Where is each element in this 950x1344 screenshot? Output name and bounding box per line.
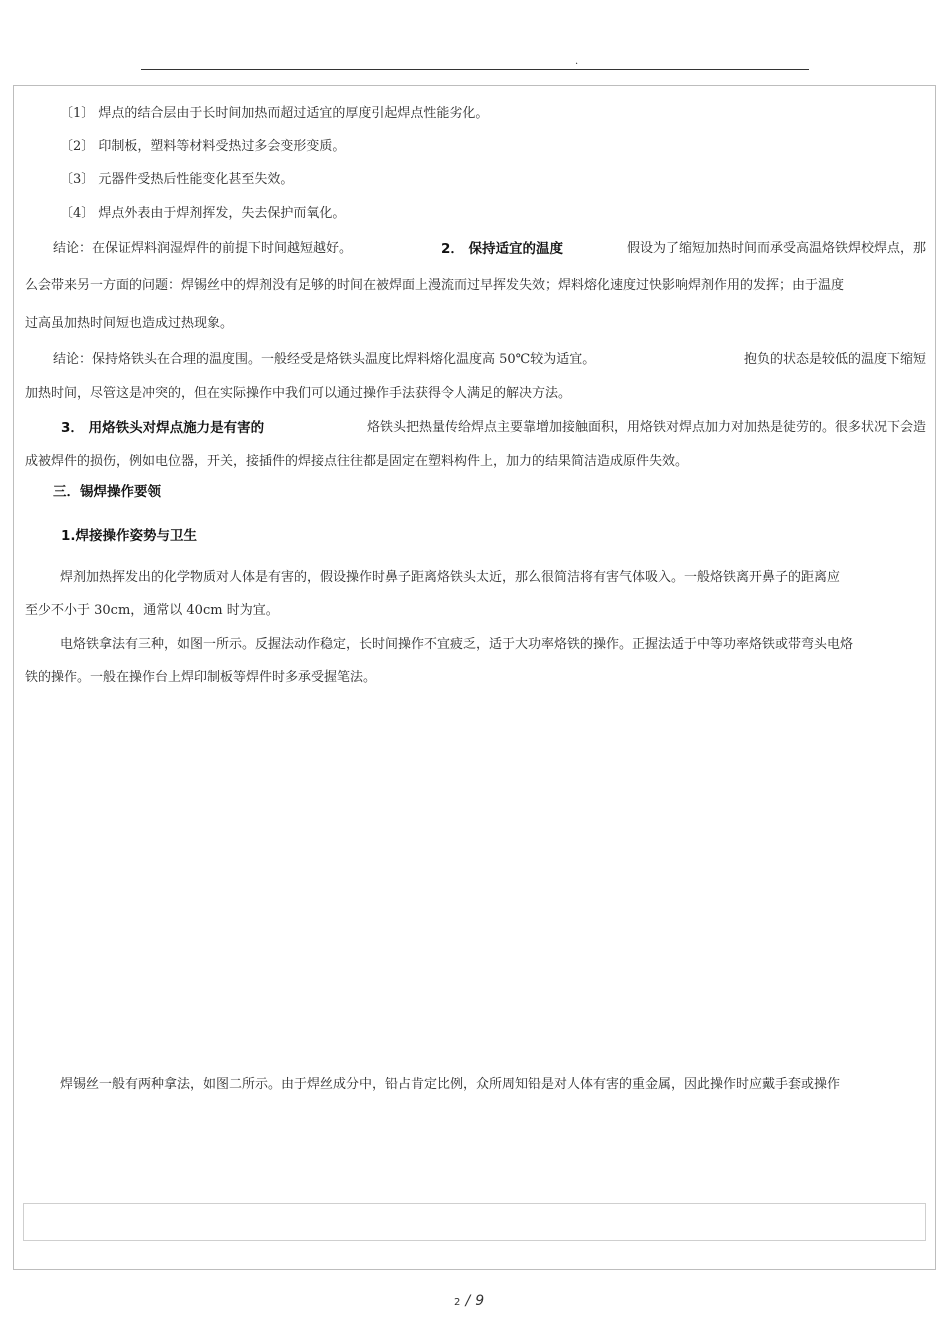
paragraph-temperature-line-2: 么会带来另一方面的问题：焊锡丝中的焊剂没有足够的时间在被焊面上漫流而过早挥发失效；焊料熔化速度过快影响焊剂作用的发挥；由于温度 (25, 278, 845, 293)
paragraph-ideal-line-1 (23, 352, 926, 368)
page-separator: / (465, 1293, 471, 1309)
paragraph-grip-line-2: 铁的操作。一般在操作台上焊印制板等焊件时多承受握笔法。 (25, 670, 377, 685)
paragraph-solder-wire-line-1: 焊锡丝一般有两种拿法，如图二所示。由于焊丝成分中，铅占肯定比例，众所周知铅是对人体有害的重金属，因此操作时应戴手套或操作 (60, 1077, 841, 1092)
page-number (454, 1290, 484, 1309)
paragraph-text: 烙铁头把热量传给焊点主要靠增加接触面积，用烙铁对焊点加力对加热是徒劳的。很多状况下会造 (366, 420, 926, 435)
header-rule (141, 69, 809, 70)
paragraph-fumes-line-1: 焊剂加热挥发出的化学物质对人体是有害的，假设操作时鼻子距离烙铁头太近，那么很简洁将有害气体吸入。一般烙铁离开鼻子的距离应 (60, 570, 841, 585)
paragraph-pressure-line-1 (23, 420, 926, 436)
page-current: 2 (454, 1297, 461, 1308)
paragraph-temperature-line-3: 过高虽加热时间短也造成过热现象。 (25, 316, 234, 331)
list-item-1: 〔1〕 焊点的结合层由于长时间加热而超过适宜的厚度引起焊点性能劣化。 (60, 106, 489, 121)
conclusion-text: 结论：保持烙铁头在合理的温度围。一般经受是烙铁头温度比焊料熔化温度高 50℃较为适宜。 (53, 352, 596, 367)
list-item-4: 〔4〕 焊点外表由于焊剂挥发，失去保护而氧化。 (60, 206, 346, 221)
heading-pressure-harmful: 3． 用烙铁头对焊点施力是有害的 (61, 420, 265, 436)
paragraph-text: 抱负的状态是较低的温度下缩短 (743, 352, 926, 367)
list-item-2: 〔2〕 印制板，塑料等材料受热过多会变形变质。 (60, 139, 346, 154)
page-total: 9 (475, 1293, 485, 1309)
section-title: 三．锡焊操作要领 (53, 484, 161, 500)
paragraph-fumes-line-2: 至少不小于 30cm，通常以 40cm 时为宜。 (25, 603, 279, 618)
paragraph-ideal-line-2: 加热时间，尽管这是冲突的，但在实际操作中我们可以通过操作手法获得令人满足的解决方法。 (25, 386, 572, 401)
header-mark: . (575, 56, 579, 67)
paragraph-text: 假设为了缩短加热时间而承受高温烙铁焊校焊点，那 (626, 241, 926, 256)
list-item-3: 〔3〕 元器件受热后性能变化甚至失效。 (60, 172, 294, 187)
conclusion-text: 结论：在保证焊料润湿焊件的前提下时间越短越好。 (53, 241, 353, 256)
section-subtitle: 1.焊接操作姿势与卫生 (61, 528, 198, 544)
paragraph-temperature-line-1 (23, 241, 926, 257)
paragraph-pressure-line-2: 成被焊件的损伤，例如电位器，开关，接插件的焊接点往往都是固定在塑料构件上，加力的结果简洁造成原件失效。 (25, 454, 689, 469)
heading-keep-temperature: 2． 保持适宜的温度 (440, 241, 564, 257)
empty-table-cell (23, 1203, 926, 1241)
paragraph-grip-line-1: 电烙铁拿法有三种，如图一所示。反握法动作稳定，长时间操作不宜疲乏，适于大功率烙铁的操作。正握法适于中等功率烙铁或带弯头电烙 (60, 637, 854, 652)
